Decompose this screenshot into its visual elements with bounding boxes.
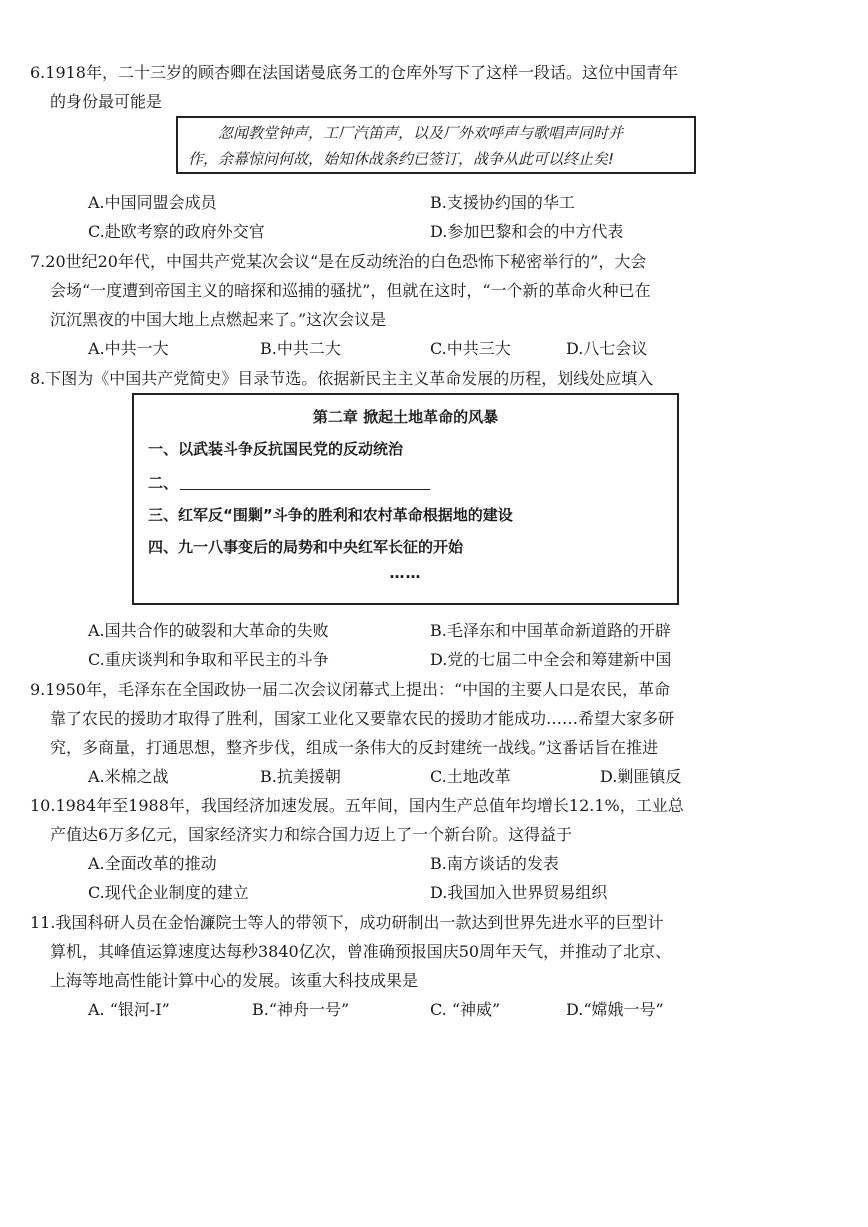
fill-in-blank: [180, 471, 430, 490]
toc-item-4: 四、九一八事变后的局势和中央红军长征的开始: [148, 538, 464, 556]
q10-option-b[interactable]: B.南方谈话的发表: [430, 854, 559, 873]
q9-option-a[interactable]: A.米棉之战: [88, 767, 169, 786]
q11-stem-line2: 算机，其峰值运算速度达每秒3840亿次，曾准确预报国庆50周年天气，并推动了北京、: [50, 942, 672, 961]
question-7: [30, 247, 820, 363]
q7-option-b[interactable]: B.中共二大: [260, 339, 341, 358]
q10-stem-line2: 产值达6万多亿元，国家经济实力和综合国力迈上了一个新台阶。这得益于: [50, 825, 573, 844]
q9-option-b[interactable]: B.抗美援朝: [260, 767, 341, 786]
q6-quote-line2: 作，余幕惊问何故，始知休战条约已签订，战争从此可以终止矣!: [188, 150, 615, 168]
q6-options: [30, 188, 820, 246]
q9-stem-line2: 靠了农民的援助才取得了胜利，国家工业化又要靠农民的援助才能成功……希望大家多研: [50, 709, 675, 728]
q8-option-b[interactable]: B.毛泽东和中国革命新道路的开辟: [430, 621, 671, 640]
q10-option-a[interactable]: A.全面改革的推动: [88, 854, 217, 873]
q6-quote-box: [176, 116, 696, 174]
q6-quote-line1: 忽闻教堂钟声，工厂汽笛声，以及厂外欢呼声与歌唱声同时并: [218, 124, 624, 142]
toc-ellipsis: ……: [389, 564, 422, 582]
q8-option-c[interactable]: C.重庆谈判和争取和平民主的斗争: [88, 650, 329, 669]
q6-stem-line2: 的身份最可能是: [50, 92, 163, 111]
q8-stem-line1: 8.下图为《中国共产党简史》目录节选。依据新民主主义革命发展的历程，划线处应填入: [30, 369, 654, 388]
q7-stem-line1: 7.20世纪20年代，中国共产党某次会议“是在反动统治的白色恐怖下秘密举行的”，大会: [30, 252, 647, 271]
toc-item-2: [148, 469, 430, 498]
q11-stem-line1: 11.我国科研人员在金怡濂院士等人的带领下，成功研制出一款达到世界先进水平的巨型计: [30, 913, 664, 932]
q10-option-d[interactable]: D.我国加入世界贸易组织: [430, 883, 608, 902]
q6-option-c[interactable]: C.赴欧考察的政府外交官: [88, 222, 265, 241]
q8-option-d[interactable]: D.党的七届二中全会和筹建新中国: [430, 650, 672, 669]
q9-stem-line1: 9.1950年，毛泽东在全国政协一届二次会议闭幕式上提出：“中国的主要人口是农民，革命: [30, 680, 671, 699]
q11-option-d[interactable]: D.“嫦娥一号”: [566, 1000, 664, 1019]
q6-stem-line1: 6.1918年，二十三岁的顾杏卿在法国诺曼底务工的仓库外写下了这样一段话。这位中国青年: [30, 63, 678, 82]
q9-option-c[interactable]: C.土地改革: [430, 767, 511, 786]
q7-option-a[interactable]: A.中共一大: [88, 339, 169, 358]
question-6: [30, 58, 820, 116]
q9-stem-line3: 究，多商量，打通思想，整齐步伐，组成一条伟大的反封建统一战线。”这番话旨在推进: [50, 738, 659, 757]
q7-option-c[interactable]: C.中共三大: [430, 339, 511, 358]
q10-stem-line1: 10.1984年至1988年，我国经济加速发展。五年间，国内生产总值年均增长12.1%，工业总: [30, 796, 684, 815]
q7-stem-line3: 沉沉黑夜的中国大地上点燃起来了。”这次会议是: [50, 310, 387, 329]
question-11: [30, 908, 820, 1024]
toc-chapter-title: 第二章 掀起土地革命的风暴: [312, 408, 499, 426]
q10-option-c[interactable]: C.现代企业制度的建立: [88, 883, 249, 902]
q8-options: [30, 616, 820, 674]
q8-option-a[interactable]: A.国共合作的破裂和大革命的失败: [88, 621, 329, 640]
q9-option-d[interactable]: D.剿匪镇反: [600, 767, 682, 786]
toc-item-3: 三、红军反“围剿”斗争的胜利和农村革命根据地的建设: [148, 506, 513, 524]
q6-option-a[interactable]: A.中国同盟会成员: [88, 193, 217, 212]
question-9: [30, 675, 820, 791]
q7-stem-line2: 会场“一度遭到帝国主义的暗探和巡捕的骚扰”，但就在这时，“一个新的革命火种已在: [50, 281, 651, 300]
q8-toc-box: [132, 393, 679, 605]
q11-option-c[interactable]: C. “神威”: [430, 1000, 501, 1019]
q11-option-b[interactable]: B.“神舟一号”: [252, 1000, 350, 1019]
q7-option-d[interactable]: D.八七会议: [566, 339, 648, 358]
question-10: [30, 791, 820, 907]
q6-option-d[interactable]: D.参加巴黎和会的中方代表: [430, 222, 624, 241]
q6-option-b[interactable]: B.支援协约国的华工: [430, 193, 575, 212]
q11-stem-line3: 上海等地高性能计算中心的发展。该重大科技成果是: [50, 971, 419, 990]
q11-option-a[interactable]: A. “银河-Ⅰ”: [88, 1000, 170, 1019]
question-8: [30, 364, 820, 393]
toc-item-1: 一、以武装斗争反抗国民党的反动统治: [148, 440, 404, 458]
toc-item-2-label: 二、: [148, 474, 179, 492]
